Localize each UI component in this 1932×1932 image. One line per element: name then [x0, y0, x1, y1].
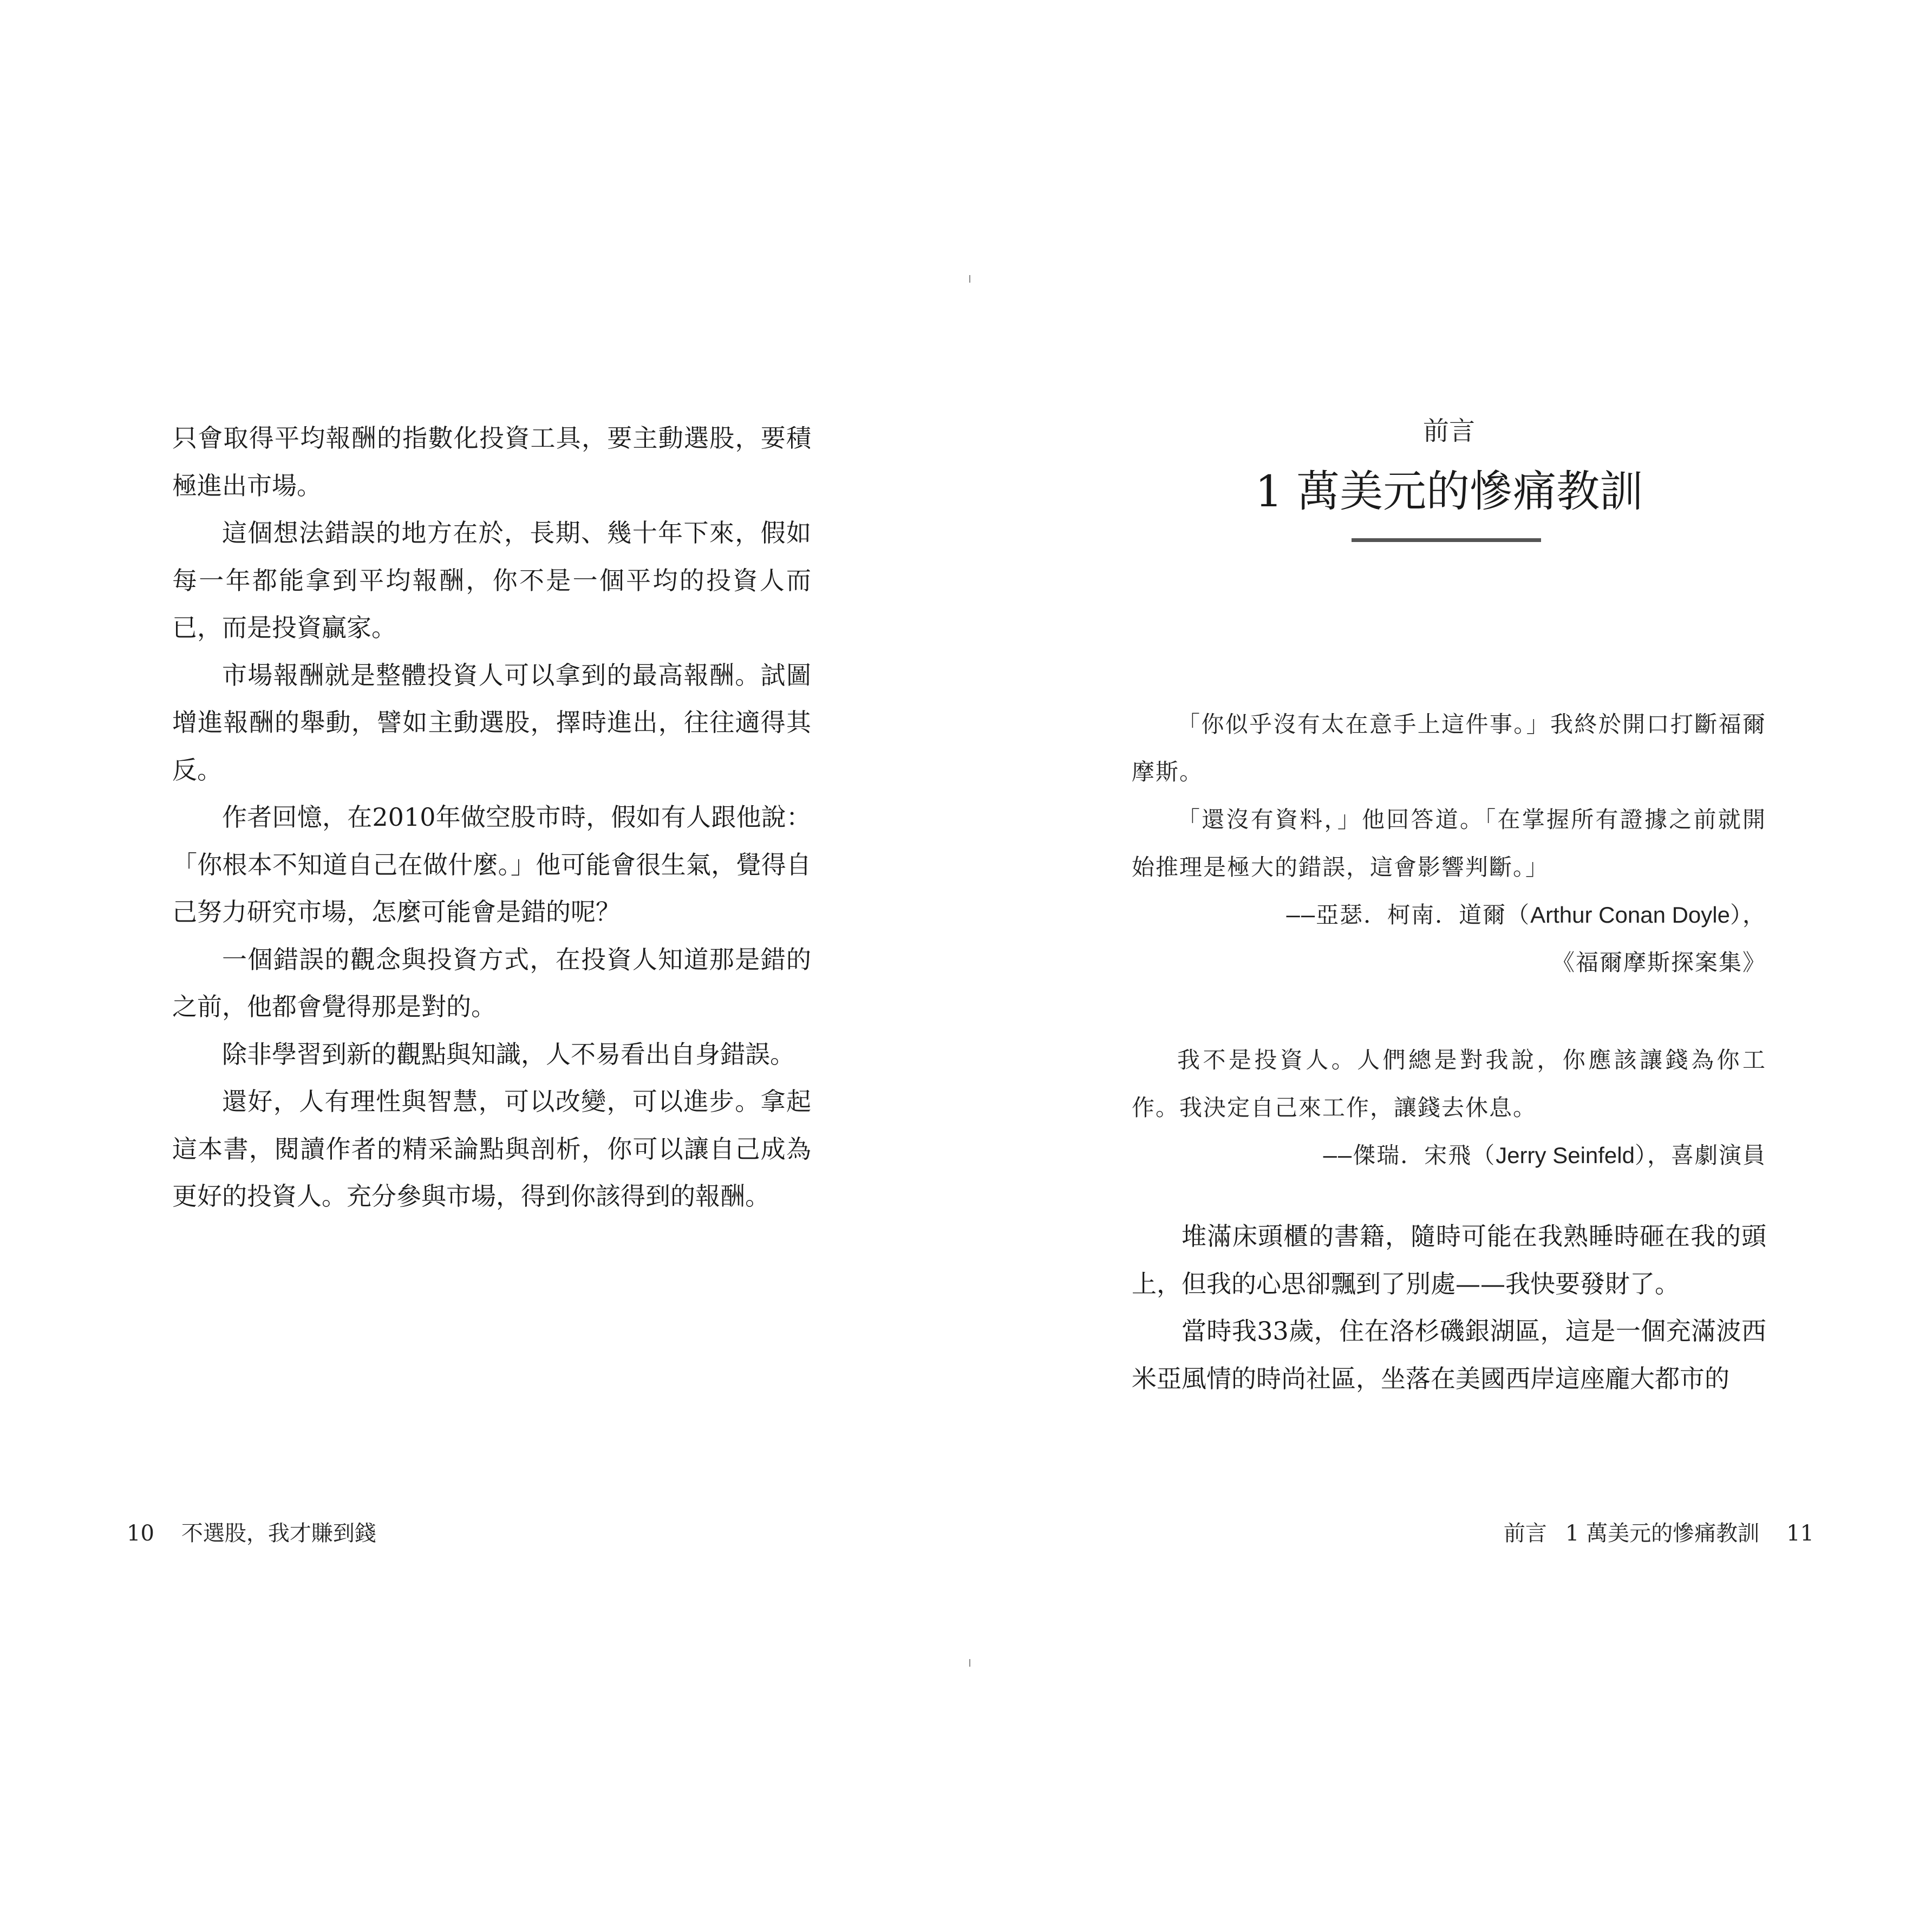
left-page-footer	[127, 1519, 376, 1548]
paragraph: 還好，人有理性與智慧，可以改變，可以進步。拿起這本書，閱讀作者的精采論點與剖析，你可以讓自己成為更好的投資人。充分參與市場，得到你該得到的報酬。	[172, 1087, 811, 1211]
title-underline	[1352, 538, 1541, 542]
attribution-author-en: Arthur Conan Doyle	[1530, 902, 1730, 928]
attribution-suffix: ），	[1729, 902, 1766, 928]
attribution-prefix: ——傑瑞．宋飛（	[1323, 1142, 1496, 1169]
paragraph: 一個錯誤的觀念與投資方式，在投資人知道那是錯的之前，他都會覺得那是對的。	[172, 944, 811, 1021]
running-head-chapter-label: 前言	[1503, 1521, 1547, 1546]
right-page-footer	[1504, 1519, 1814, 1548]
running-head-chapter-title: 1 萬美元的慘痛教訓	[1565, 1521, 1760, 1546]
quote-line: 我不是投資人。人們總是對我說，你應該讓錢為你工作。我決定自己來工作，讓錢去休息。	[1132, 1047, 1766, 1121]
chapter-title: 1 萬美元的慘痛教訓	[1255, 466, 1643, 517]
page-number: 11	[1786, 1521, 1814, 1546]
right-page-body	[1132, 1213, 1766, 1402]
quote-line: 「你似乎沒有太在意手上這件事。」我終於開口打斷福爾摩斯。	[1132, 711, 1766, 785]
crop-mark-top	[969, 275, 970, 283]
paragraph: 作者回憶，在2010年做空股市時，假如有人跟他說：「你根本不知道自己在做什麼。」他可能會很生氣，覺得自己努力研究市場，怎麼可能會是錯的呢？	[172, 802, 811, 926]
paragraph: 市場報酬就是整體投資人可以拿到的最高報酬。試圖增進報酬的舉動，譬如主動選股，擇時進出，往往適得其反。	[172, 660, 811, 785]
paragraph: 當時我33歲，住在洛杉磯銀湖區，這是一個充滿波西米亞風情的時尚社區，坐落在美國西岸這座龐大都市的	[1132, 1316, 1766, 1393]
quote-line: 「還沒有資料，」他回答道。「在掌握所有證據之前就開始推理是極大的錯誤，這會影響判斷。」	[1132, 806, 1766, 880]
left-page	[172, 415, 811, 1220]
chapter-label: 前言	[1422, 416, 1475, 446]
paragraph: 只會取得平均報酬的指數化投資工具，要主動選股，要積極進出市場。	[172, 423, 811, 500]
paragraph: 這個想法錯誤的地方在於，長期、幾十年下來，假如每一年都能拿到平均報酬，你不是一個平均的投資人而已，而是投資贏家。	[172, 518, 811, 642]
quote-attribution	[1132, 891, 1766, 939]
page-number: 10	[127, 1521, 154, 1546]
quote-source: 《福爾摩斯探案集》	[1551, 949, 1766, 976]
attribution-author-en: Jerry Seinfeld	[1496, 1143, 1635, 1168]
crop-mark-bottom	[969, 1659, 970, 1667]
epigraph-quote-2	[1132, 1036, 1766, 1179]
paragraph: 除非學習到新的觀點與知識，人不易看出自身錯誤。	[222, 1039, 795, 1069]
paragraph: 堆滿床頭櫃的書籍，隨時可能在我熟睡時砸在我的頭上，但我的心思卻飄到了別處——我快要發財了。	[1132, 1222, 1766, 1298]
quote-attribution	[1132, 1132, 1766, 1179]
attribution-suffix: ），喜劇演員	[1634, 1142, 1766, 1169]
attribution-prefix: ——亞瑟．柯南．道爾（	[1286, 902, 1531, 928]
epigraph-quote-1	[1132, 701, 1766, 987]
left-page-body	[172, 415, 811, 1220]
running-head-book-title: 不選股，我才賺到錢	[181, 1521, 376, 1546]
